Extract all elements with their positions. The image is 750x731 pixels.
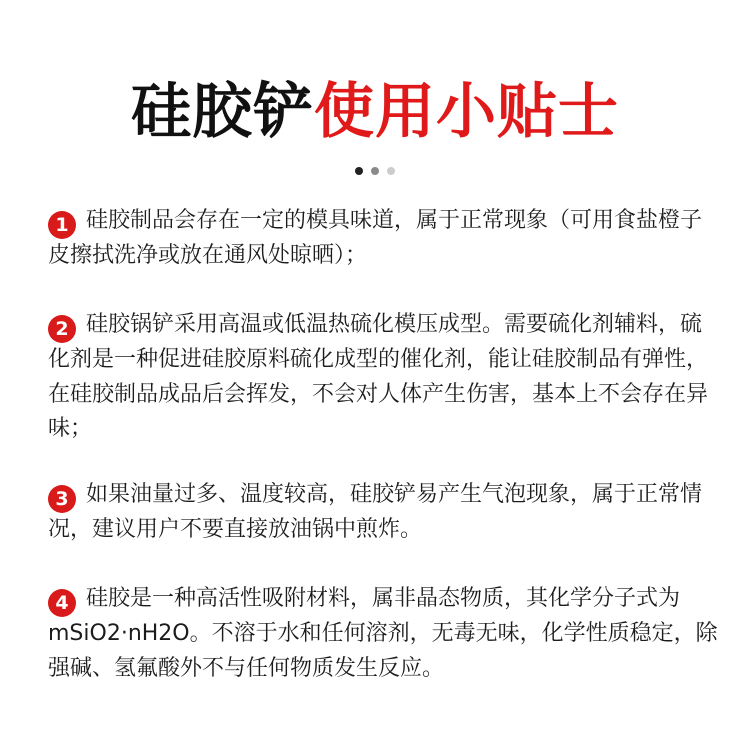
- tip-number-badge: 3: [48, 485, 76, 513]
- tip-item: [48, 308, 720, 447]
- tip-item: [48, 204, 720, 274]
- carousel-dot[interactable]: [371, 167, 379, 175]
- tip-item: [48, 478, 720, 548]
- tip-text: 硅胶是一种高活性吸附材料，属非晶态物质，其化学分子式为mSiO2·nH2O。不溶于水和任何溶剂，无毒无味，化学性质稳定，除强碱、氢氟酸外不与任何物质发生反应。: [48, 586, 718, 681]
- page-title: [0, 76, 750, 148]
- tip-number-badge: 2: [48, 315, 76, 343]
- carousel-dot-active[interactable]: [355, 167, 363, 175]
- title-red-part: 使用小贴士: [314, 77, 619, 147]
- title-black-part: 硅胶铲: [131, 77, 314, 147]
- tip-number-badge: 4: [48, 589, 76, 617]
- tip-text: 如果油量过多、温度较高，硅胶铲易产生气泡现象，属于正常情况，建议用户不要直接放油锅中煎炸。: [48, 482, 703, 542]
- carousel-dot[interactable]: [387, 167, 395, 175]
- tip-text: 硅胶锅铲采用高温或低温热硫化模压成型。需要硫化剂辅料，硫化剂是一种促进硅胶原料硫化成型的催化剂，能让硅胶制品有弹性，在硅胶制品成品后会挥发，不会对人体产生伤害，基本上不会存在异味；: [48, 312, 709, 441]
- carousel-indicator: [0, 167, 750, 175]
- tip-item: [48, 582, 720, 686]
- tip-text: 硅胶制品会存在一定的模具味道，属于正常现象（可用食盐橙子皮擦拭洗净或放在通风处晾晒）；: [48, 208, 703, 268]
- tip-number-badge: 1: [48, 211, 76, 239]
